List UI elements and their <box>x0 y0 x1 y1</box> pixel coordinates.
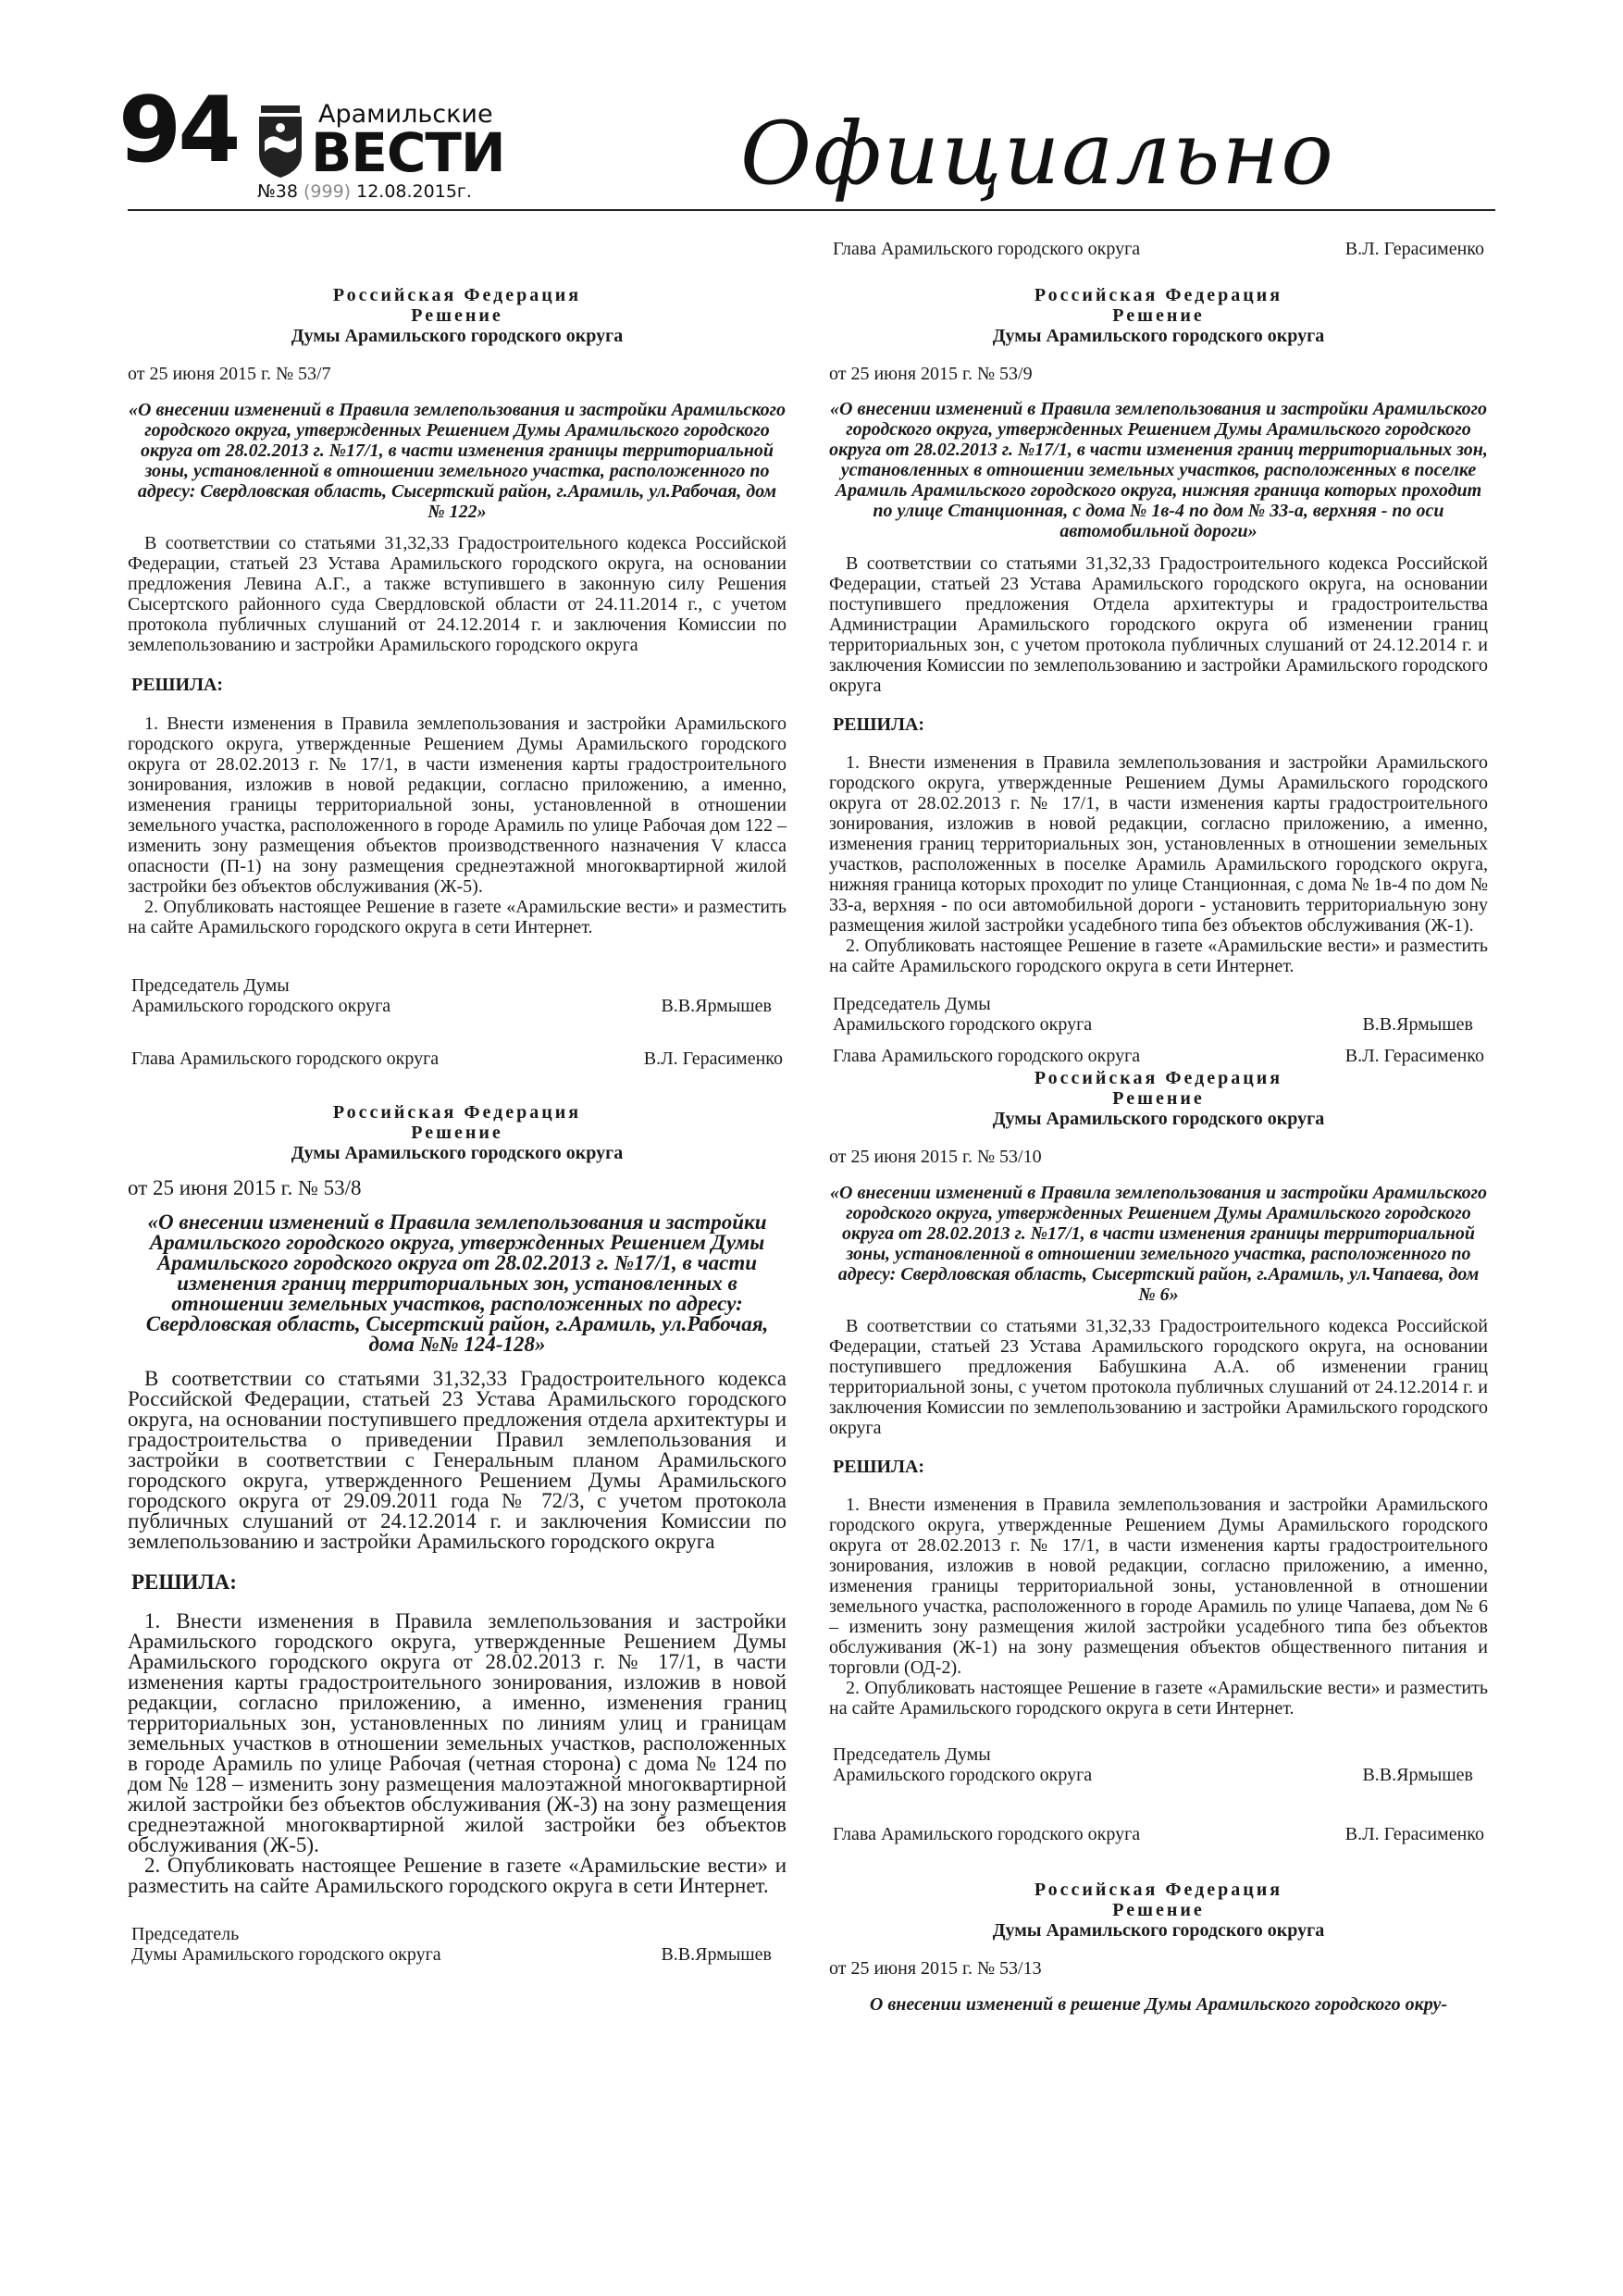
masthead <box>0 0 1623 215</box>
head-role: Глава Арамильского городского округа <box>833 239 1141 259</box>
header-decision: Решение <box>1112 305 1205 326</box>
header-decision: Решение <box>411 305 503 326</box>
head-name: В.Л. Герасименко <box>1344 1824 1484 1844</box>
header-country: Российская Федерация <box>332 285 582 305</box>
chair-name: В.В.Ярмышев <box>661 996 772 1016</box>
decided-label: РЕШИЛА: <box>131 675 224 695</box>
chair-name: В.В.Ярмышев <box>1362 1765 1473 1785</box>
doc-preamble: В соответствии со статьями 31,32,33 Градостроительного кодекса Российской Федерации, статьей 23 Устава Арамильского городского округа, на основании поступившего предложения Отдела архитектуры и градостроительства Администрации Арамильского городского округа об изменении границ территориальных зон, с учетом протокола публичных слушаний от 24.12.2014 г. и заключения Комиссии по землепользованию и застройки Арамильского городского округа <box>829 553 1488 696</box>
header-decision: Решение <box>1112 1900 1205 1920</box>
issue-total: (999) <box>303 181 352 202</box>
section-title: Официально <box>740 104 1335 205</box>
header-country: Российская Федерация <box>1034 1880 1283 1900</box>
chair-name: В.В.Ярмышев <box>1362 1014 1473 1035</box>
doc-clause-1: 1. Внести изменения в Правила землепользования и застройки Арамильского городского округа, утвержденные Решением Думы Арамильского городского округа от 28.02.2013 г. № 17/1, в части изменения карты градостроительного зонирования, изложив в новой редакции, согласно приложению, а именно, изменения границ территориальных зон, установленных по линиям улиц и границам земельных участков в отношении земельных участков, расположенных в городе Арамиль по улице Рабочая (четная сторона) с дома № 124 по дом № 128 – изменить зону размещения малоэтажной многоквартирной жилой застройки без объектов обслуживания (Ж-3) на зону размещения среднеэтажной многоквартирной жилой застройки без объектов обслуживания (Ж-5). <box>128 1609 787 1856</box>
head-role: Глава Арамильского городского округа <box>131 1049 440 1069</box>
doc-date: от 25 июня 2015 г. № 53/7 <box>128 364 331 384</box>
doc-title: «О внесении изменений в Правила землепользования и застройки Арамильского городского округа, утвержденных Решением Думы Арамильского городского округа от 28.02.2013 г. №17/1, в части изменения границы территориальной зоны, установленной в отношении земельного участка, расположенного по адресу: Свердловская область, Сысертский район, г.Арамиль, ул.Чапаева, дом № 6» <box>830 1183 1487 1305</box>
doc-clause-1: 1. Внести изменения в Правила землепользования и застройки Арамильского городского округа, утвержденные Решением Думы Арамильского городского округа от 28.02.2013 г. № 17/1, в части изменения карты градостроительного зонирования, изложив в новой редакции, согласно приложению, а именно, изменения границы территориальной зоны, установленной в отношении земельного участка, расположенного в городе Арамиль по улице Рабочая дом 122 – изменить зону размещения объектов производственного назначения V класса опасности (П-1) на зону размещения среднеэтажной многоквартирной жилой застройки без объектов обслуживания (Ж-5). <box>128 714 787 897</box>
doc-header <box>128 1102 787 1163</box>
header-country: Российская Федерация <box>1034 1068 1283 1088</box>
chair-role-2: Думы Арамильского городского округа <box>131 1944 441 1965</box>
decision-53-13 <box>829 1844 1488 2015</box>
doc-clause-1: 1. Внести изменения в Правила землепользования и застройки Арамильского городского округа, утвержденные Решением Думы Арамильского городского округа от 28.02.2013 г. № 17/1, в части изменения карты градостроительного зонирования, изложив в новой редакции, согласно приложению, а именно, изменения границ территориальных зон, установленных в отношении земельных участков, расположенных в поселке Арамиль Арамильского городского округа, нижняя граница которых проходит по улице Станционная, с дома № 1в-4 по дом № 33-а, верхняя - по оси автомобильной дороги - установить территориальную зону размещения жилой застройки усадебного типа без объектов обслуживания (Ж-1). <box>829 752 1488 936</box>
right-column <box>829 215 1488 2015</box>
doc-title: «О внесении изменений в Правила землепользования и застройки Арамильского городского округа, утвержденных Решением Думы Арамильского городского округа от 28.02.2013 г. №17/1, в части изменения границы территориальной зоны, установленной в отношении земельного участка, расположенного по адресу: Свердловская область, Сысертский район, г.Арамиль, ул.Рабочая, дом № 122» <box>129 400 786 522</box>
head-name: В.Л. Герасименко <box>1344 239 1484 259</box>
logo-big-text: ВЕСТИ <box>311 121 505 184</box>
chair-signature <box>128 975 787 1016</box>
header-duma: Думы Арамильского городского округа <box>992 1920 1325 1941</box>
doc-date: от 25 июня 2015 г. № 53/10 <box>829 1147 1042 1167</box>
doc-title: О внесении изменений в решение Думы Арамильского городского окру- <box>869 1994 1448 2015</box>
head-role: Глава Арамильского городского округа <box>833 1046 1141 1066</box>
decided-label: РЕШИЛА: <box>131 1570 237 1594</box>
doc-date: от 25 июня 2015 г. № 53/9 <box>829 364 1033 384</box>
doc-header <box>829 1880 1488 1941</box>
chair-role-2: Арамильского городского округа <box>833 1765 1093 1785</box>
large-print-block <box>128 1178 787 1896</box>
chair-role: Председатель Думы <box>833 1744 991 1765</box>
doc-clause-2: 2. Опубликовать настоящее Решение в газете «Арамильские вести» и разместить на сайте Арамильского городского округа в сети Интернет. <box>829 936 1488 976</box>
chair-role: Председатель <box>131 1924 240 1944</box>
doc-header <box>829 1068 1488 1129</box>
head-role: Глава Арамильского городского округа <box>833 1824 1141 1844</box>
decision-53-10 <box>829 1066 1488 1844</box>
chair-role-2: Арамильского городского округа <box>131 996 391 1016</box>
doc-preamble: В соответствии со статьями 31,32,33 Градостроительного кодекса Российской Федерации, статьей 23 Устава Арамильского городского округа, на основании предложения Левина А.Г., а также вступившего в законную силу Решения Сысертского районного суда Свердловской области от 24.11.2014 г., с учетом протокола публичных слушаний от 24.12.2014 г. и заключения Комиссии по землепользованию и застройки Арамильского городского округа <box>128 533 787 655</box>
coat-of-arms-icon <box>257 105 304 178</box>
decided-label: РЕШИЛА: <box>833 1457 925 1477</box>
doc-date: от 25 июня 2015 г. № 53/13 <box>829 1958 1042 1979</box>
header-country: Российская Федерация <box>1034 285 1283 305</box>
issue-line <box>257 181 472 202</box>
decision-53-9 <box>829 259 1488 1066</box>
chair-signature <box>128 1924 787 1965</box>
doc-clause-1: 1. Внести изменения в Правила землепользования и застройки Арамильского городского округа, утвержденные Решением Думы Арамильского городского округа от 28.02.2013 г. № 17/1, в части изменения карты градостроительного зонирования, изложив в новой редакции, согласно приложению, а именно, изменения границы территориальной зоны, установленной в отношении земельного участка, расположенного в городе Арамиль по улице Чапаева, дом № 6 – изменить зону размещения жилой застройки усадебного типа без объектов обслуживания (Ж-1) на зону размещения объектов общественного питания и торговли (ОД-2). <box>829 1495 1488 1678</box>
chair-signature <box>829 994 1488 1035</box>
doc-date: от 25 июня 2015 г. № 53/8 <box>128 1176 362 1199</box>
head-signature-continued <box>829 239 1488 259</box>
header-duma: Думы Арамильского городского округа <box>291 1143 624 1163</box>
head-signature <box>829 1046 1488 1066</box>
page-number: 94 <box>118 78 238 183</box>
header-duma: Думы Арамильского городского округа <box>992 326 1325 346</box>
header-duma: Думы Арамильского городского округа <box>291 326 624 346</box>
head-signature <box>128 1049 787 1069</box>
doc-title: «О внесении изменений в Правила землепользования и застройки Арамильского городского округа, утвержденных Решением Думы Арамильского городского округа от 28.02.2013 г. №17/1, в части изменения границ территориальных зон, установленных в отношении земельных участков, расположенных в поселке Арамиль Арамильского городского округа, нижняя граница которых проходит по улице Станционная, с дома № 1в-4 по дом № 33-а, верхняя - по оси автомобильной дороги» <box>829 399 1488 541</box>
issue-number: №38 <box>257 181 298 202</box>
left-column <box>128 215 787 1965</box>
doc-preamble: В соответствии со статьями 31,32,33 Градостроительного кодекса Российской Федерации, статьей 23 Устава Арамильского городского округа, на основании поступившего предложения отдела архитектуры и градостроительства о приведении Правил землепользования и застройки в соответствии с Генеральным планом Арамильского городского округа, утвержденного Решением Думы Арамильского городского округа от 29.09.2011 года № 72/3, с учетом протокола публичных слушаний от 24.12.2014 г. и заключения Комиссии по землепользованию и застройки Арамильского городского округа <box>128 1367 787 1553</box>
doc-header <box>128 285 787 346</box>
doc-clause-2: 2. Опубликовать настоящее Решение в газете «Арамильские вести» и разместить на сайте Арамильского городского округа в сети Интернет. <box>128 1854 787 1897</box>
doc-clause-2: 2. Опубликовать настоящее Решение в газете «Арамильские вести» и разместить на сайте Арамильского городского округа в сети Интернет. <box>128 897 787 937</box>
header-country: Российская Федерация <box>332 1102 582 1123</box>
header-decision: Решение <box>1112 1088 1205 1109</box>
header-rule <box>128 209 1495 211</box>
chair-role-2: Арамильского городского округа <box>833 1014 1093 1035</box>
head-name: В.Л. Герасименко <box>1344 1046 1484 1066</box>
issue-date: 12.08.2015г. <box>356 181 472 202</box>
decision-53-8 <box>128 1069 787 1965</box>
doc-header <box>829 285 1488 346</box>
head-name: В.Л. Герасименко <box>643 1049 783 1069</box>
chair-signature <box>829 1744 1488 1785</box>
head-signature <box>829 1824 1488 1844</box>
decision-53-7 <box>128 215 787 1069</box>
chair-role: Председатель Думы <box>833 994 991 1014</box>
header-decision: Решение <box>411 1123 503 1143</box>
header-duma: Думы Арамильского городского округа <box>992 1109 1325 1129</box>
chair-role: Председатель Думы <box>131 975 290 996</box>
decided-label: РЕШИЛА: <box>833 714 925 735</box>
doc-clause-2: 2. Опубликовать настоящее Решение в газете «Арамильские вести» и разместить на сайте Арамильского городского округа в сети Интернет. <box>829 1678 1488 1719</box>
chair-name: В.В.Ярмышев <box>661 1944 772 1965</box>
doc-preamble: В соответствии со статьями 31,32,33 Градостроительного кодекса Российской Федерации, статьей 23 Устава Арамильского городского округа, на основании поступившего предложения Бабушкина А.А. об изменении границ территориальной зоны, с учетом протокола публичных слушаний от 24.12.2014 г. и заключения Комиссии по землепользованию и застройки Арамильского городского округа <box>829 1316 1488 1438</box>
doc-title: «О внесении изменений в Правила землепользования и застройки Арамильского городского округа, утвержденных Решением Думы Арамильского городского округа от 28.02.2013 г. №17/1, в части изменения границ территориальных зон, установленных в отношении земельных участков, расположенных по адресу: Свердловская область, Сысертский район, г.Арамиль, ул.Рабочая, дома №№ 124-128» <box>145 1210 769 1356</box>
logo-small-text: Арамильские <box>318 100 493 129</box>
